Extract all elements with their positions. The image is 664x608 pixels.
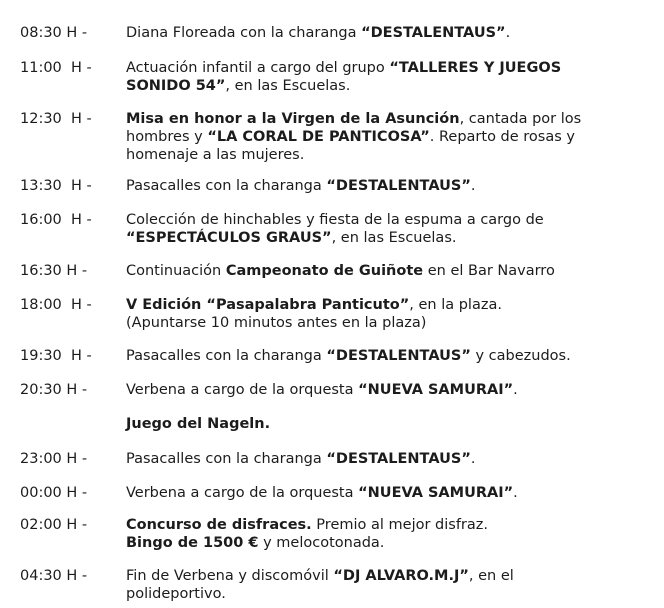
event-description	[126, 262, 631, 280]
description-text: .	[505, 25, 511, 41]
event-time: 00:00 H -	[20, 485, 88, 501]
description-text: Premio al mejor disfraz.	[311, 517, 488, 533]
description-line	[126, 347, 631, 365]
highlighted-text: “NUEVA SAMURAI”	[358, 382, 514, 398]
description-text: .	[470, 178, 476, 194]
event-time: 11:00 H -	[20, 60, 92, 76]
description-text: Verbena a cargo de la orquesta	[126, 382, 359, 398]
highlighted-text: Bingo de 1500 €	[126, 535, 259, 551]
highlighted-text: “DESTALENTAUS”	[361, 25, 506, 41]
highlighted-text: “DESTALENTAUS”	[326, 348, 471, 364]
description-text: , en la plaza.	[409, 297, 502, 313]
description-line	[126, 24, 631, 42]
highlighted-text: “DJ ALVARO.M.J”	[333, 568, 469, 584]
event-description	[126, 567, 631, 603]
description-text: (Apuntarse 10 minutos antes en la plaza)	[126, 315, 427, 331]
description-text: y cabezudos.	[470, 348, 571, 364]
highlighted-text: “DESTALENTAUS”	[326, 451, 471, 467]
description-line	[126, 262, 631, 280]
description-text: Actuación infantil a cargo del grupo	[126, 60, 390, 76]
description-line	[126, 450, 631, 468]
highlighted-text: Misa en honor a la Virgen de la Asunción	[126, 111, 460, 127]
event-description	[126, 24, 631, 42]
event-time: 02:00 H -	[20, 517, 88, 533]
event-time: 12:30 H -	[20, 111, 92, 127]
highlighted-text: Campeonato de Guiñote	[225, 263, 424, 279]
description-text: .	[513, 485, 518, 501]
event-description	[126, 110, 631, 164]
description-line	[126, 585, 631, 603]
description-line	[126, 415, 631, 433]
highlighted-text: “NUEVA SAMURAI”	[358, 485, 514, 501]
description-text: Pasacalles con la charanga	[126, 348, 327, 364]
description-line	[126, 567, 631, 585]
highlighted-text: Juego del Nageln.	[126, 416, 271, 432]
highlighted-text: “LA CORAL DE PANTICOSA”	[207, 129, 430, 145]
description-text: polideportivo.	[126, 586, 226, 602]
description-text: Continuación	[126, 263, 226, 279]
event-description	[126, 347, 631, 365]
description-text: , cantada por los	[459, 111, 582, 127]
event-description	[126, 211, 631, 247]
description-text: Colección de hinchables y fiesta de la espuma a cargo de	[126, 212, 544, 228]
event-description	[126, 59, 631, 95]
description-line	[126, 211, 631, 229]
event-description	[126, 296, 631, 332]
event-time: 16:00 H -	[20, 212, 92, 228]
description-text: Fin de Verbena y discomóvil	[126, 568, 334, 584]
description-line	[126, 110, 631, 128]
event-description	[126, 415, 631, 433]
description-line	[126, 229, 631, 247]
description-text: Verbena a cargo de la orquesta	[126, 485, 359, 501]
highlighted-text: “ESPECTÁCULOS GRAUS”	[126, 230, 332, 246]
event-description	[126, 177, 631, 195]
description-text: .	[470, 451, 476, 467]
description-line	[126, 128, 631, 146]
description-text: y melocotonada.	[258, 535, 385, 551]
description-text: hombres y	[126, 129, 208, 145]
event-time: 04:30 H -	[20, 568, 88, 584]
highlighted-text: SONIDO 54”	[126, 78, 226, 94]
description-text: Diana Floreada con la charanga	[126, 25, 362, 41]
description-text: en el Bar Navarro	[423, 263, 555, 279]
description-line	[126, 381, 631, 399]
event-time: 08:30 H -	[20, 25, 88, 41]
highlighted-text: “TALLERES Y JUEGOS	[389, 60, 562, 76]
description-text: , en el	[468, 568, 514, 584]
description-line	[126, 77, 631, 95]
event-description	[126, 450, 631, 468]
description-line	[126, 534, 631, 552]
description-text: homenaje a las mujeres.	[126, 147, 305, 163]
event-time: 23:00 H -	[20, 451, 88, 467]
event-description	[126, 516, 631, 552]
description-text: Pasacalles con la charanga	[126, 178, 327, 194]
description-line	[126, 177, 631, 195]
event-description	[126, 484, 631, 502]
description-line	[126, 484, 631, 502]
description-line	[126, 146, 631, 164]
event-description	[126, 381, 631, 399]
description-text: . Reparto de rosas y	[429, 129, 575, 145]
description-line	[126, 296, 631, 314]
highlighted-text: V Edición “Pasapalabra Panticuto”	[126, 297, 410, 313]
description-text: Pasacalles con la charanga	[126, 451, 327, 467]
description-line	[126, 314, 631, 332]
description-text: , en las Escuelas.	[225, 78, 351, 94]
event-time: 20:30 H -	[20, 382, 88, 398]
event-time: 13:30 H -	[20, 178, 92, 194]
description-text: , en las Escuelas.	[331, 230, 457, 246]
highlighted-text: Concurso de disfraces.	[126, 517, 312, 533]
description-line	[126, 59, 631, 77]
description-line	[126, 516, 631, 534]
event-time: 19:30 H -	[20, 348, 92, 364]
highlighted-text: “DESTALENTAUS”	[326, 178, 471, 194]
event-time: 18:00 H -	[20, 297, 92, 313]
description-text: .	[513, 382, 518, 398]
event-time: 16:30 H -	[20, 263, 88, 279]
